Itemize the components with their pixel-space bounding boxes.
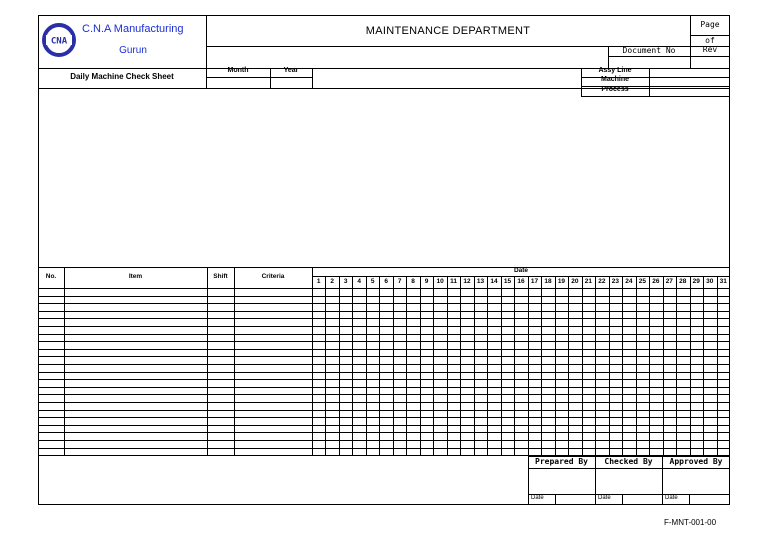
date-day-30: 30 [706,278,714,285]
table-row [38,296,730,297]
table-row [38,417,730,418]
date-day-16: 16 [517,278,525,285]
prepared-by-label: Prepared By [535,457,588,466]
date-day-9: 9 [424,278,429,285]
approved-date-label: Date [665,495,678,501]
table-row [38,394,730,395]
date-day-24: 24 [625,278,633,285]
date-day-25: 25 [638,278,646,285]
document-no-label: Document No [622,46,676,55]
table-row [38,432,730,433]
company-name: C.N.A Manufacturing [82,23,184,35]
date-day-12: 12 [463,278,471,285]
svg-text:CNA: CNA [50,36,68,47]
date-day-28: 28 [679,278,687,285]
table-row [38,356,730,357]
prepared-date-label: Date [531,495,544,501]
table-row [38,341,730,342]
table-row [38,410,730,411]
company-location: Gurun [119,45,147,56]
date-day-5: 5 [370,278,375,285]
table-header-bottom [38,288,730,289]
col-header-no: No. [45,273,57,280]
date-day-19: 19 [557,278,566,285]
date-day-3: 3 [343,278,348,285]
date-day-22: 22 [598,278,606,285]
col-header-item: Item [128,273,143,280]
col-header-shift: Shift [213,273,228,280]
date-day-8: 8 [411,278,415,285]
date-day-2: 2 [330,278,335,285]
table-row [38,349,730,350]
date-day-23: 23 [611,278,619,285]
table-row [38,303,730,304]
date-day-15: 15 [503,278,512,285]
date-day-18: 18 [544,278,552,285]
date-day-10: 10 [436,278,444,285]
date-day-1: 1 [316,278,321,285]
checked-by-label: Checked By [604,457,653,466]
table-row [38,372,730,373]
process-label: Process [601,86,629,93]
department-title: MAINTENANCE DEPARTMENT [365,25,531,37]
date-day-4: 4 [357,278,361,285]
table-row [38,364,730,365]
month-label: Month [227,67,249,74]
date-day-31: 31 [719,278,727,285]
date-day-6: 6 [384,278,388,285]
company-logo-icon [42,23,76,57]
date-day-20: 20 [571,278,579,285]
table-row [38,448,730,449]
date-day-17: 17 [530,278,539,285]
date-day-27: 27 [665,278,673,285]
checked-date-label: Date [598,495,611,501]
table-row [38,425,730,426]
col-header-criteria: Criteria [261,273,285,280]
machine-label: Machine [600,76,629,83]
form-title: Daily Machine Check Sheet [70,72,174,81]
col-header-date: Date [513,267,529,274]
table-row [38,387,730,388]
table-row [38,311,730,312]
table-row [38,440,730,441]
date-day-29: 29 [692,278,700,285]
year-label: Year [283,67,299,74]
table-row [38,379,730,380]
date-day-14: 14 [490,278,498,285]
date-day-7: 7 [397,278,402,285]
assy-line-label: Assy Line [598,67,632,74]
date-day-13: 13 [476,278,485,285]
form-code: F-MNT-001-00 [664,518,717,527]
table-row [38,334,730,335]
approved-by-label: Approved By [669,457,723,466]
date-day-21: 21 [584,278,593,285]
table-row [38,326,730,327]
page-of-label: of [705,36,715,45]
page-label: Page [700,20,720,29]
rev-label: Rev [702,45,718,54]
date-day-26: 26 [652,278,660,285]
table-row [38,402,730,403]
table-row [38,318,730,319]
date-day-11: 11 [450,278,457,285]
